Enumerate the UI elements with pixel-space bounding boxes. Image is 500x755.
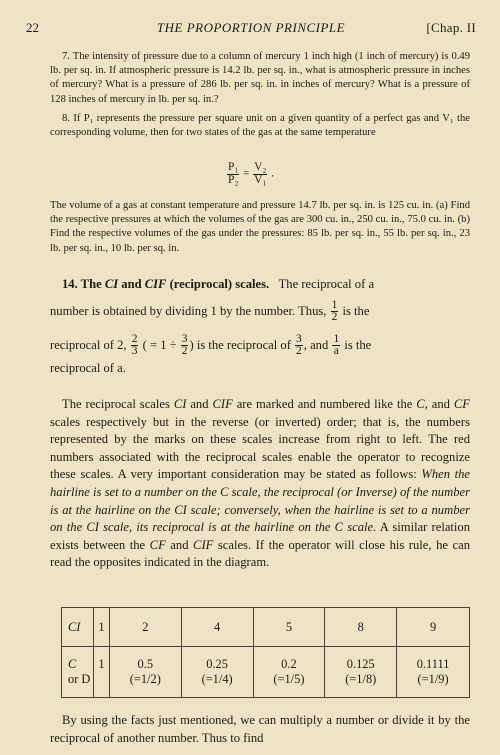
section-intro: The reciprocal of a [278,277,375,291]
table-row-ci [62,608,470,647]
row-label-ci: CI [62,608,94,647]
table-cell: 9 [397,608,470,647]
section-heading: 14. The CI and CIF (reciprocal) scales. [62,277,270,291]
formula-period: . [271,167,274,180]
problem-8-intro-text: 8. If P₁ represents the pressure per square unit on a given quantity of a perfect gas and V₁ the corresponding volume, then for two states of the gas at the same temperature [50,113,470,139]
formula-v1: V₁ [254,173,267,186]
table-cell: 4 [181,608,253,647]
table-cell: 0.125 (=1/8) [325,647,397,698]
problem-8-intro [50,112,470,140]
reciprocal-line-3: reciprocal of a. [50,360,126,375]
gas-formula [0,162,500,186]
running-header [26,20,476,36]
problem-7-text: 7. The intensity of pressure due to a column of mercury 1 inch high (1 inch of mercury) is 0.49 lb. per sq. in. If atmospheric pressure is 14.2 lb. per sq. in., what is atmospheric pressure in inches of mercury? What is a pressure of 286 lb. per sq. in. in inches of mercury? What is a pressure of 128 inches of mercury in lb. per sq. in.? [50,51,470,105]
table-cell: 0.25 (=1/4) [181,647,253,698]
reciprocal-line-2: reciprocal of 2, $\frac{2}{3}$ ( = 1 ÷ $\frac{3}{2}$ ) is the reciprocal of $\frac{3}{2}$ , and $\frac{1}{a}$ is the [50,332,372,358]
reciprocal-scales-paragraph: The reciprocal scales CI and CIF are marked and numbered like the C, and CF scales respectively but in the reverse (or inverted) order; that is, the numbers represented by the marks on these scales increase from right to left. The red numbers associated with the reciprocal scales enable the operator to recognize these scales. A very important consideration may be stated as follows: When the hairline is set to a number on the C scale, the reciprocal (or Inverse) of the number is at the hairline on the CI scale; conversely, when the hairline is set to a number on the CI scale, its reciprocal is at the hairline on the C scale. A similar relation exists between the CF and CIF scales. If the operator will close his rule, he can read the opposites indicated in the diagram. [50,397,470,570]
table-row-c-or-d [62,647,470,698]
section-14 [50,276,470,377]
problem-8-body [50,199,470,256]
table-cell: 1 [93,608,109,647]
closing-paragraph: By using the facts just mentioned, we can multiply a number or divide it by the reciprocal of another number. Thus to find [50,713,470,745]
running-title: THE PROPORTION PRINCIPLE [156,20,346,35]
table-cell: 0.1111 (=1/9) [397,647,470,698]
formula-p2: P₂ [228,173,239,186]
table-cell: 8 [325,608,397,647]
row-label-c-or-d: C or D [62,647,94,698]
hairline-rule: When the hairline is set to a number on the C scale, the reciprocal (or Inverse) of the number is at the hairline on the CI scale; conversely, when the hairline is set to a number on the CI scale, its reciprocal is at the hairline on the C scale. [50,467,470,535]
table-cell: 5 [253,608,325,647]
problem-8-body-text: The volume of a gas at constant temperature and pressure 14.7 lb. per sq. in. is 125 cu. in. (a) Find the respective pressures at which the volumes of the gas are 300 cu. in., 250 cu. in., 75.0 cu. in. (b) Find the respective volumes of the gas under the pressures: 85 lb. per sq. in., 55 lb. per sq. in., 23 lb. per sq. in., 10 lb. per sq. in. [50,200,470,254]
table-cell: 0.2 (=1/5) [253,647,325,698]
table-cell: 1 [93,647,109,698]
table-cell: 0.5 (=1/2) [109,647,181,698]
table-cell: 2 [109,608,181,647]
reciprocal-table [61,607,470,698]
section-heading-line [50,276,470,294]
formula-equals: = [243,167,250,180]
formula-v2: V₂ [254,161,267,173]
chapter-label: [Chap. II [426,20,476,35]
formula-p1: P₁ [228,161,239,173]
problem-7 [50,50,470,107]
reciprocal-line-1: number is obtained by dividing 1 by the number. Thus, $\frac{1}{2}$ is the [50,298,370,324]
page-number: 22 [26,20,39,35]
fraction-one-half: $\frac{1}{2}$ [331,298,338,324]
